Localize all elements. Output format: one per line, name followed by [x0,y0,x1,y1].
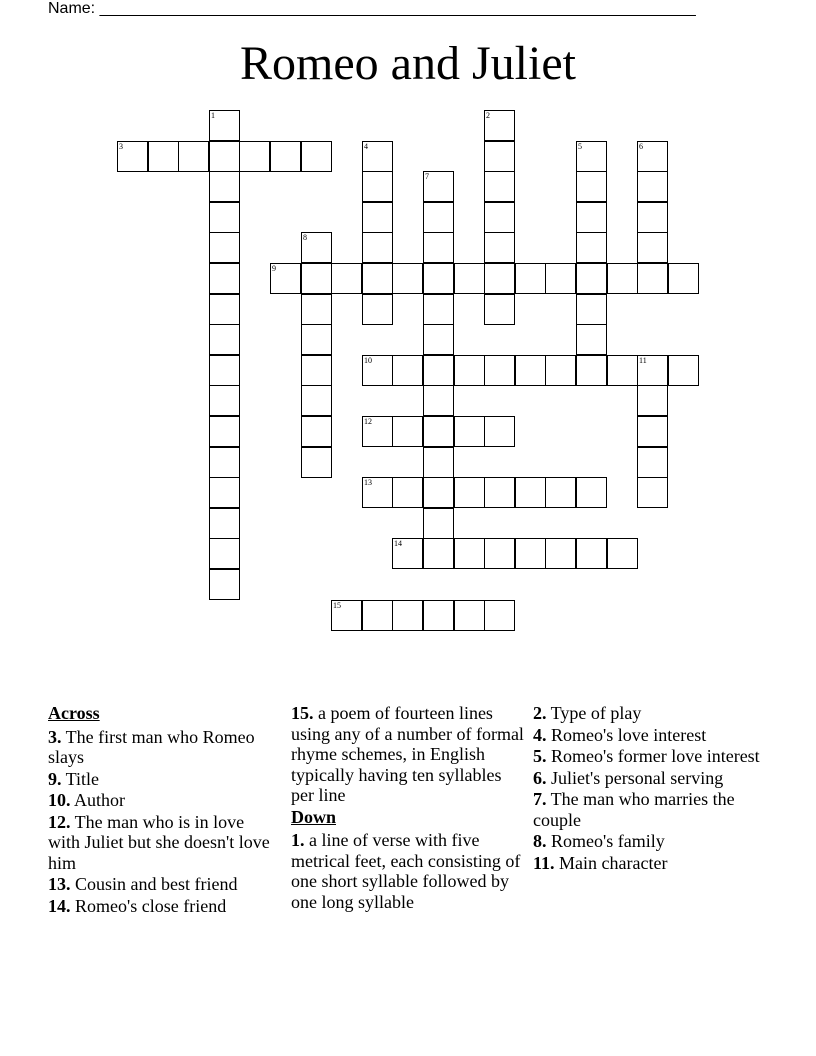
grid-cell[interactable] [607,538,638,569]
grid-cell[interactable] [637,477,668,508]
grid-cell[interactable] [392,263,423,294]
grid-cell[interactable] [484,141,515,172]
grid-cell[interactable] [362,355,393,386]
grid-cell[interactable] [545,538,576,569]
clues-column-1 [48,703,278,917]
grid-cell[interactable] [454,263,485,294]
grid-cell[interactable] [576,324,607,355]
grid-cell[interactable] [423,202,454,233]
cell-number: 9 [272,264,276,273]
grid-cell[interactable] [484,600,515,631]
grid-cell[interactable] [576,294,607,325]
clue-down-1 [291,830,527,912]
clue-down-4 [533,725,763,746]
grid-cell[interactable] [331,263,362,294]
grid-cell[interactable] [484,263,515,294]
grid-cell[interactable] [484,416,515,447]
grid-cell[interactable] [209,477,240,508]
clue-number: 11. [533,852,555,873]
clue-number: 6. [533,767,547,788]
cell-number: 1 [211,111,215,120]
cell-number: 13 [364,478,372,487]
grid-cell[interactable] [668,355,699,386]
grid-cell[interactable] [515,477,546,508]
cell-number: 2 [486,111,490,120]
grid-cell[interactable] [178,141,209,172]
grid-cell[interactable] [209,232,240,263]
clue-number: 15. [291,703,314,723]
grid-cell[interactable] [454,416,485,447]
clues-column-2 [291,703,527,913]
grid-cell[interactable] [423,600,454,631]
clues-column-3 [533,703,763,874]
grid-cell[interactable] [209,416,240,447]
grid-cell[interactable] [239,141,270,172]
clue-number: 14. [48,895,71,916]
grid-cell[interactable] [484,110,515,141]
cell-number: 12 [364,417,372,426]
grid-cell[interactable] [607,263,638,294]
clue-down-5 [533,746,763,767]
grid-cell[interactable] [576,477,607,508]
clue-text: Romeo's former love interest [546,746,760,766]
grid-cell[interactable] [362,232,393,263]
grid-cell[interactable] [301,416,332,447]
grid-cell[interactable] [484,171,515,202]
grid-cell[interactable] [637,141,668,172]
grid-cell[interactable] [209,263,240,294]
clue-across-10 [48,790,278,811]
grid-cell[interactable] [209,569,240,600]
grid-cell[interactable] [117,141,148,172]
cell-number: 6 [639,142,643,151]
grid-cell[interactable] [362,263,393,294]
grid-cell[interactable] [362,600,393,631]
clue-down-6 [533,768,763,789]
clue-number: 8. [533,831,547,851]
clue-text: Title [61,768,100,789]
clue-text: Main character [554,852,668,873]
clue-number: 13. [48,874,71,894]
grid-cell[interactable] [607,355,638,386]
grid-cell[interactable] [484,477,515,508]
cell-number: 4 [364,142,368,151]
grid-cell[interactable] [515,355,546,386]
clue-down-11 [533,853,763,874]
grid-cell[interactable] [484,294,515,325]
grid-cell[interactable] [545,355,576,386]
grid-cell[interactable] [392,416,423,447]
clue-text: Juliet's personal serving [546,767,724,788]
grid-cell[interactable] [362,294,393,325]
grid-cell[interactable] [362,171,393,202]
clue-number: 10. [48,790,71,810]
grid-cell[interactable] [423,355,454,386]
clue-down-7 [533,789,763,830]
grid-cell[interactable] [484,202,515,233]
clue-across-15 [291,703,527,806]
cell-number: 5 [578,142,582,151]
clue-text: Romeo's close friend [70,895,227,916]
name-field[interactable]: Name: ___________________________________________________________________ [48,0,696,17]
grid-cell[interactable] [209,385,240,416]
clue-across-13 [48,874,278,895]
grid-cell[interactable] [301,294,332,325]
clue-text: Cousin and best friend [70,874,238,894]
clue-number: 12. [48,811,71,832]
grid-cell[interactable] [576,141,607,172]
clue-number: 9. [48,768,62,789]
clue-text: The man who marries the couple [533,789,735,830]
across-heading: Across [48,703,100,723]
grid-cell[interactable] [392,600,423,631]
grid-cell[interactable] [301,324,332,355]
clue-text: Author [70,790,126,810]
grid-cell[interactable] [392,477,423,508]
grid-cell[interactable] [209,202,240,233]
clue-number: 3. [48,726,62,747]
clue-down-8 [533,831,763,852]
clue-text: Type of play [546,703,642,723]
cell-number: 11 [639,356,647,365]
cell-number: 7 [425,172,429,181]
grid-cell[interactable] [209,110,240,141]
grid-cell[interactable] [392,538,423,569]
grid-cell[interactable] [423,324,454,355]
grid-cell[interactable] [148,141,179,172]
clue-across-12 [48,812,278,874]
grid-cell[interactable] [484,232,515,263]
grid-cell[interactable] [423,294,454,325]
grid-cell[interactable] [515,263,546,294]
grid-cell[interactable] [576,171,607,202]
grid-cell[interactable] [576,232,607,263]
grid-cell[interactable] [637,416,668,447]
grid-cell[interactable] [454,538,485,569]
clue-number: 4. [533,724,547,745]
grid-cell[interactable] [270,263,301,294]
cell-number: 15 [333,601,341,610]
clue-text: The man who is in love with Juliet but she doesn't love him [48,811,270,873]
clue-across-3 [48,727,278,768]
grid-cell[interactable] [423,416,454,447]
clue-number: 7. [533,789,547,809]
grid-cell[interactable] [362,202,393,233]
grid-cell[interactable] [209,171,240,202]
grid-cell[interactable] [545,477,576,508]
cell-number: 10 [364,356,372,365]
grid-cell[interactable] [484,355,515,386]
grid-cell[interactable] [668,263,699,294]
grid-cell[interactable] [454,600,485,631]
grid-cell[interactable] [423,171,454,202]
clue-text: Romeo's family [546,831,665,851]
grid-cell[interactable] [576,263,607,294]
clue-number: 2. [533,703,547,723]
grid-cell[interactable] [545,263,576,294]
clue-text: a poem of fourteen lines using any of a number of formal rhyme schemes, in English typically having ten syllables per line [291,703,524,805]
grid-cell[interactable] [637,232,668,263]
grid-cell[interactable] [423,477,454,508]
grid-cell[interactable] [209,355,240,386]
clue-number: 1. [291,830,305,850]
grid-cell[interactable] [423,232,454,263]
grid-cell[interactable] [423,385,454,416]
grid-cell[interactable] [362,416,393,447]
cell-number: 14 [394,539,402,548]
grid-cell[interactable] [331,600,362,631]
grid-cell[interactable] [301,263,332,294]
grid-cell[interactable] [270,141,301,172]
clue-across-9 [48,769,278,790]
grid-cell[interactable] [301,447,332,478]
grid-cell[interactable] [209,447,240,478]
grid-cell[interactable] [454,477,485,508]
grid-cell[interactable] [576,202,607,233]
grid-cell[interactable] [423,447,454,478]
puzzle-title: Romeo and Juliet [240,37,576,90]
grid-cell[interactable] [301,232,332,263]
clue-text: The first man who Romeo slays [48,726,255,767]
grid-cell[interactable] [576,538,607,569]
grid-cell[interactable] [637,171,668,202]
grid-cell[interactable] [637,263,668,294]
clue-text: a line of verse with five metrical feet, each consisting of one short syllable followed by one long syllable [291,830,521,912]
grid-cell[interactable] [423,538,454,569]
grid-cell[interactable] [637,202,668,233]
grid-cell[interactable] [209,538,240,569]
grid-cell[interactable] [209,508,240,539]
grid-cell[interactable] [209,294,240,325]
grid-cell[interactable] [637,447,668,478]
grid-cell[interactable] [392,355,423,386]
grid-cell[interactable] [301,141,332,172]
grid-cell[interactable] [301,385,332,416]
grid-cell[interactable] [362,141,393,172]
clue-down-2 [533,703,763,724]
grid-cell[interactable] [637,355,668,386]
grid-cell[interactable] [484,538,515,569]
grid-cell[interactable] [576,355,607,386]
cell-number: 8 [303,233,307,242]
cell-number: 3 [119,142,123,151]
grid-cell[interactable] [454,355,485,386]
clue-across-14 [48,896,278,917]
grid-cell[interactable] [637,385,668,416]
clue-number: 5. [533,746,547,766]
grid-cell[interactable] [209,324,240,355]
clue-text: Romeo's love interest [546,724,707,745]
down-heading: Down [291,806,337,827]
grid-cell[interactable] [423,263,454,294]
grid-cell[interactable] [209,141,240,172]
grid-cell[interactable] [362,477,393,508]
grid-cell[interactable] [301,355,332,386]
grid-cell[interactable] [515,538,546,569]
grid-cell[interactable] [423,508,454,539]
